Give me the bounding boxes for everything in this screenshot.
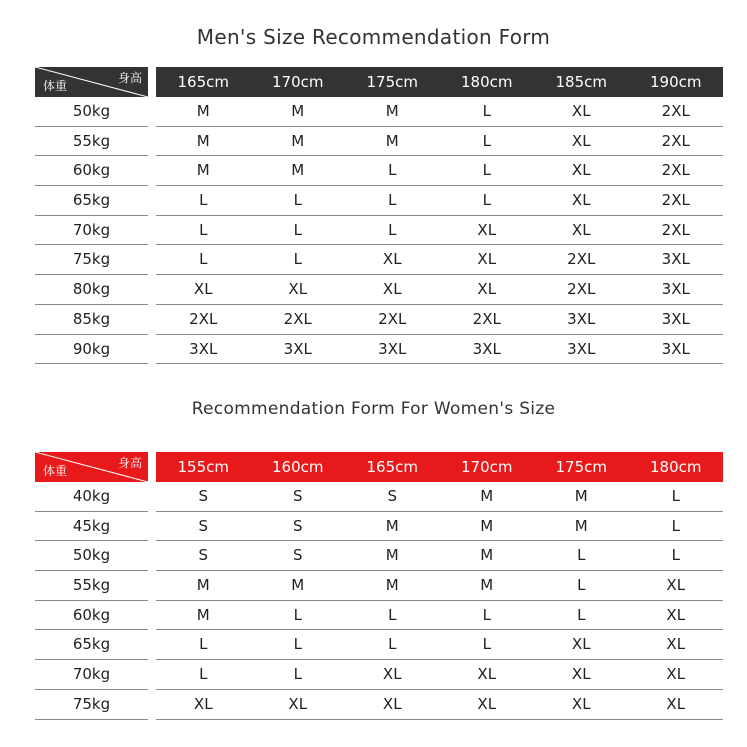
size-cell: L [482,191,491,210]
size-cell: L [388,191,397,210]
size-cell: XL [571,665,591,684]
men-table-body [35,97,723,364]
height-header-cell: 190cm [650,73,702,91]
size-cell: XL [571,131,591,150]
size-cell: L [293,665,302,684]
size-cell: XL [477,280,497,299]
men-corner-cell [35,67,148,97]
size-cell: L [293,250,302,269]
size-cell: L [482,605,491,624]
size-cell: 3XL [378,339,407,358]
size-cell: XL [477,220,497,239]
weight-cell: 60kg [35,156,148,186]
height-header-cell: 155cm [177,458,229,476]
height-label: 身高 [117,456,142,470]
table-row [35,601,723,631]
size-cell: M [385,102,399,120]
size-cell: L [671,516,680,535]
size-cells [156,97,723,127]
size-cell: L [293,220,302,239]
size-cell: L [199,250,208,269]
size-cell: XL [477,665,497,684]
size-cell: XL [571,161,591,180]
size-cell: S [198,546,209,565]
table-row [35,571,723,601]
table-row [35,660,723,690]
weight-label: 体重 [43,79,68,93]
size-cell: M [385,516,399,535]
size-cell: S [387,487,398,505]
size-cell: M [291,102,305,120]
size-cells [156,275,723,305]
weight-cell: 75kg [35,690,148,720]
size-cell: XL [382,280,402,299]
size-cell: L [199,635,208,654]
size-cells [156,245,723,275]
size-cell: 2XL [661,161,690,180]
size-cell: M [196,161,210,180]
table-row [35,275,723,305]
size-cells [156,186,723,216]
size-cells [156,156,723,186]
size-cell: 3XL [661,309,690,328]
size-cell: XL [382,665,402,684]
size-cell: 2XL [378,309,407,328]
size-cell: 3XL [661,280,690,299]
size-cell: XL [571,191,591,210]
size-cells [156,660,723,690]
size-cell: XL [571,694,591,713]
size-cell: L [199,665,208,684]
women-size-table [35,452,723,720]
size-cell: 2XL [567,280,596,299]
weight-label: 体重 [43,464,68,478]
size-cell: XL [382,250,402,269]
table-row [35,305,723,335]
size-cell: M [291,576,305,595]
size-cells [156,630,723,660]
size-cell: L [293,635,302,654]
size-cell: S [292,516,303,535]
weight-cell: 60kg [35,601,148,631]
size-cells [156,127,723,157]
weight-cell: 45kg [35,512,148,542]
size-cell: M [196,576,210,595]
size-cell: S [198,487,209,505]
size-cell: L [199,220,208,239]
height-label: 身高 [117,71,142,85]
height-header-cell: 180cm [461,73,513,91]
size-cell: S [292,487,303,505]
size-cell: XL [571,635,591,654]
size-cell: M [196,102,210,120]
size-cell: 2XL [661,102,690,120]
height-header-cell: 175cm [366,73,418,91]
size-cell: M [480,516,494,535]
size-cell: S [292,546,303,565]
size-cell: XL [288,694,308,713]
size-cell: L [577,605,586,624]
size-cell: S [198,516,209,535]
size-cells [156,482,723,512]
weight-cell: 55kg [35,571,148,601]
weight-cell: 65kg [35,186,148,216]
size-cell: XL [666,694,686,713]
table-row [35,127,723,157]
size-cell: XL [382,694,402,713]
table-row [35,156,723,186]
weight-cell: 85kg [35,305,148,335]
size-cell: 2XL [661,220,690,239]
weight-cell: 50kg [35,541,148,571]
size-cells [156,216,723,246]
height-header-cell: 180cm [650,458,702,476]
size-cell: M [385,546,399,565]
size-cell: M [291,131,305,150]
size-cell: L [199,191,208,210]
women-size-title: Recommendation Form For Women's Size [191,399,556,419]
size-cell: M [480,487,494,505]
size-cell: XL [666,635,686,654]
size-cell: L [388,161,397,180]
men-size-title: Men's Size Recommendation Form [196,25,551,49]
size-cell: M [480,576,494,595]
size-cells [156,690,723,720]
size-cell: 2XL [283,309,312,328]
height-header-cell: 170cm [461,458,513,476]
size-cells [156,512,723,542]
size-cell: L [482,102,491,120]
size-cell: XL [571,102,591,120]
height-header-cell: 175cm [555,458,607,476]
table-row [35,630,723,660]
height-header-cell: 160cm [272,458,324,476]
table-row [35,97,723,127]
weight-cell: 55kg [35,127,148,157]
size-cell: XL [477,250,497,269]
size-cell: 3XL [472,339,501,358]
size-cell: XL [288,280,308,299]
size-cell: 2XL [661,191,690,210]
men-height-header [156,67,723,97]
size-cell: L [388,220,397,239]
women-height-header [156,452,723,482]
weight-cell: 70kg [35,216,148,246]
size-cell: M [574,487,588,505]
men-size-table [35,67,723,364]
table-row [35,512,723,542]
size-cell: L [577,546,586,565]
size-cell: L [293,605,302,624]
size-cell: XL [477,694,497,713]
size-cell: L [482,161,491,180]
women-header-row [35,452,723,482]
size-cell: L [577,576,586,595]
size-cell: M [385,131,399,150]
size-cell: XL [666,665,686,684]
height-header-cell: 185cm [555,73,607,91]
women-table-body [35,482,723,720]
size-cell: XL [571,220,591,239]
table-row [35,690,723,720]
table-row [35,335,723,365]
size-cell: L [671,546,680,565]
size-cell: XL [193,694,213,713]
size-cell: M [480,546,494,565]
size-cells [156,541,723,571]
size-cell: 3XL [661,339,690,358]
weight-cell: 90kg [35,335,148,365]
size-cell: XL [666,605,686,624]
height-header-cell: 170cm [272,73,324,91]
table-row [35,216,723,246]
weight-cell: 80kg [35,275,148,305]
height-header-cell: 165cm [366,458,418,476]
size-cell: 3XL [283,339,312,358]
size-cell: M [196,131,210,150]
size-cell: 2XL [472,309,501,328]
weight-cell: 50kg [35,97,148,127]
weight-cell: 70kg [35,660,148,690]
size-cell: 2XL [661,131,690,150]
size-cell: 2XL [189,309,218,328]
size-cells [156,305,723,335]
men-header-row [35,67,723,97]
size-cell: 2XL [567,250,596,269]
size-cell: 3XL [567,339,596,358]
size-cell: L [388,635,397,654]
table-row [35,541,723,571]
size-cell: M [574,516,588,535]
size-cell: L [482,131,491,150]
size-cell: L [388,605,397,624]
table-row [35,245,723,275]
weight-cell: 75kg [35,245,148,275]
size-cells [156,571,723,601]
size-cell: XL [666,576,686,595]
size-cell: L [482,635,491,654]
size-cell: M [196,605,210,624]
women-corner-cell [35,452,148,482]
table-row [35,186,723,216]
size-cell: L [671,487,680,505]
size-cell: M [291,161,305,180]
weight-cell: 65kg [35,630,148,660]
weight-cell: 40kg [35,482,148,512]
size-cell: 3XL [567,309,596,328]
size-cells [156,601,723,631]
size-cell: XL [193,280,213,299]
size-cell: M [385,576,399,595]
size-cell: 3XL [661,250,690,269]
table-row [35,482,723,512]
height-header-cell: 165cm [177,73,229,91]
size-cell: L [293,191,302,210]
size-cells [156,335,723,365]
size-cell: 3XL [189,339,218,358]
